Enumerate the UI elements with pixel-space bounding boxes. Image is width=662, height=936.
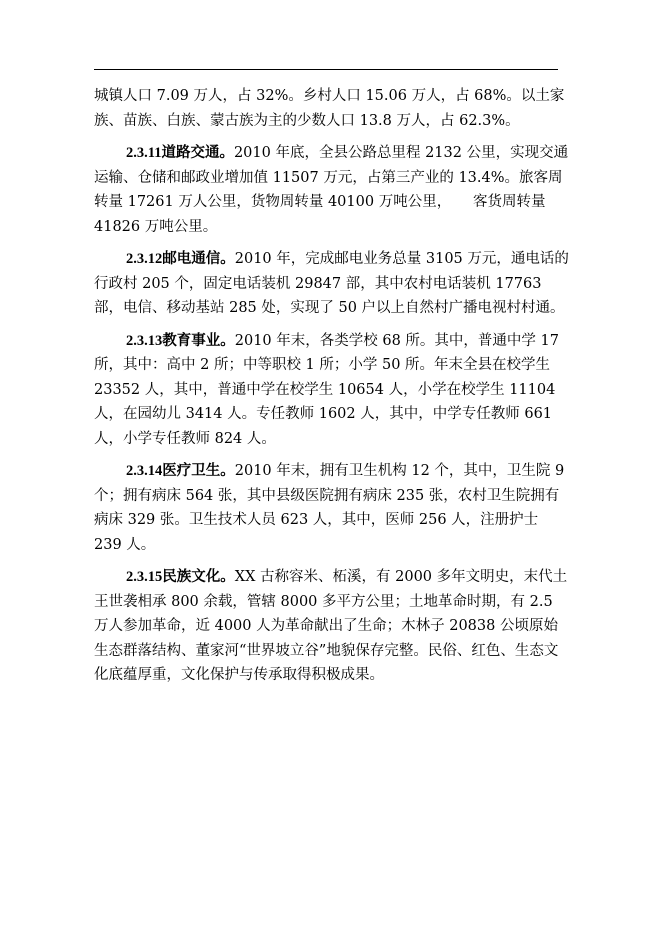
section-number: 2.3.13 <box>126 332 163 349</box>
paragraph-education <box>94 329 570 452</box>
paragraph-text: 2010 年底，全县公路总里程 2132 公里，实现交通运输、仓储和邮政业增加值 11507 万元，占第三产业的 13.4%。旅客周转量 17261 万人公里，货物周转量 40100 万吨公里， 客货周转量 41826 万吨公里。 <box>94 145 569 235</box>
paragraph-text: 2010 年末，拥有卫生机构 12 个，其中，卫生院 9 个；拥有病床 564 张，其中县级医院拥有病床 235 张，农村卫生院拥有病床 329 张。卫生技术人员 623 人，其中，医师 256 人，注册护士 239 人。 <box>94 463 565 553</box>
document-body <box>94 84 570 696</box>
section-title: 道路交通。 <box>161 144 234 161</box>
paragraph-post-telecom <box>94 247 570 321</box>
paragraph-text: 城镇人口 7.09 万人，占 32%。乡村人口 15.06 万人，占 68%。以土家族、苗族、白族、蒙古族为主的少数人口 13.8 万人，占 62.3%。 <box>94 88 565 129</box>
paragraph-road-transport <box>94 141 570 239</box>
section-number: 2.3.12 <box>126 251 163 267</box>
paragraph-population <box>94 84 570 133</box>
paragraph-text: 2010 年，完成邮电业务总量 3105 万元，通电话的行政村 205 个，固定电话装机 29847 部，其中农村电话装机 17763 部，电信、移动基站 285 处，实现了 50 户以上自然村广播电视村村通。 <box>94 251 569 316</box>
section-number: 2.3.11 <box>126 145 162 161</box>
section-title: 医疗卫生。 <box>162 462 235 479</box>
paragraph-text: XX 古称容米、柘溪，有 2000 多年文明史，末代土王世袭相承 800 余载，管辖 8000 多平方公里；土地革命时期，有 2.5 万人参加革命，近 4000 人为革命献出了生命；木林子 20838 公顷原始生态群落结构、董家河“世界坡立谷”地貌保存完整。民俗、红色、生态文化底蕴厚重，文化保护与传承取得积极成果。 <box>94 569 568 683</box>
header-rule <box>94 69 558 70</box>
paragraph-text: 2010 年末，各类学校 68 所。其中，普通中学 17 所，其中：高中 2 所；中等职校 1 所；小学 50 所。年末全县在校学生 23352 人，其中，普通中学在校学生 10654 人，小学在校学生 11104 人，在园幼儿 3414 人。专任教师 1602 人，其中，中学专任教师 661 人，小学专任教师 824 人。 <box>94 332 559 447</box>
paragraph-ethnic-culture <box>94 565 570 688</box>
section-title: 民族文化。 <box>162 568 235 585</box>
paragraph-healthcare <box>94 459 570 557</box>
section-number: 2.3.15 <box>126 569 163 585</box>
section-title: 邮电通信。 <box>162 250 235 267</box>
section-number: 2.3.14 <box>126 463 163 479</box>
section-title: 教育事业。 <box>162 331 235 349</box>
